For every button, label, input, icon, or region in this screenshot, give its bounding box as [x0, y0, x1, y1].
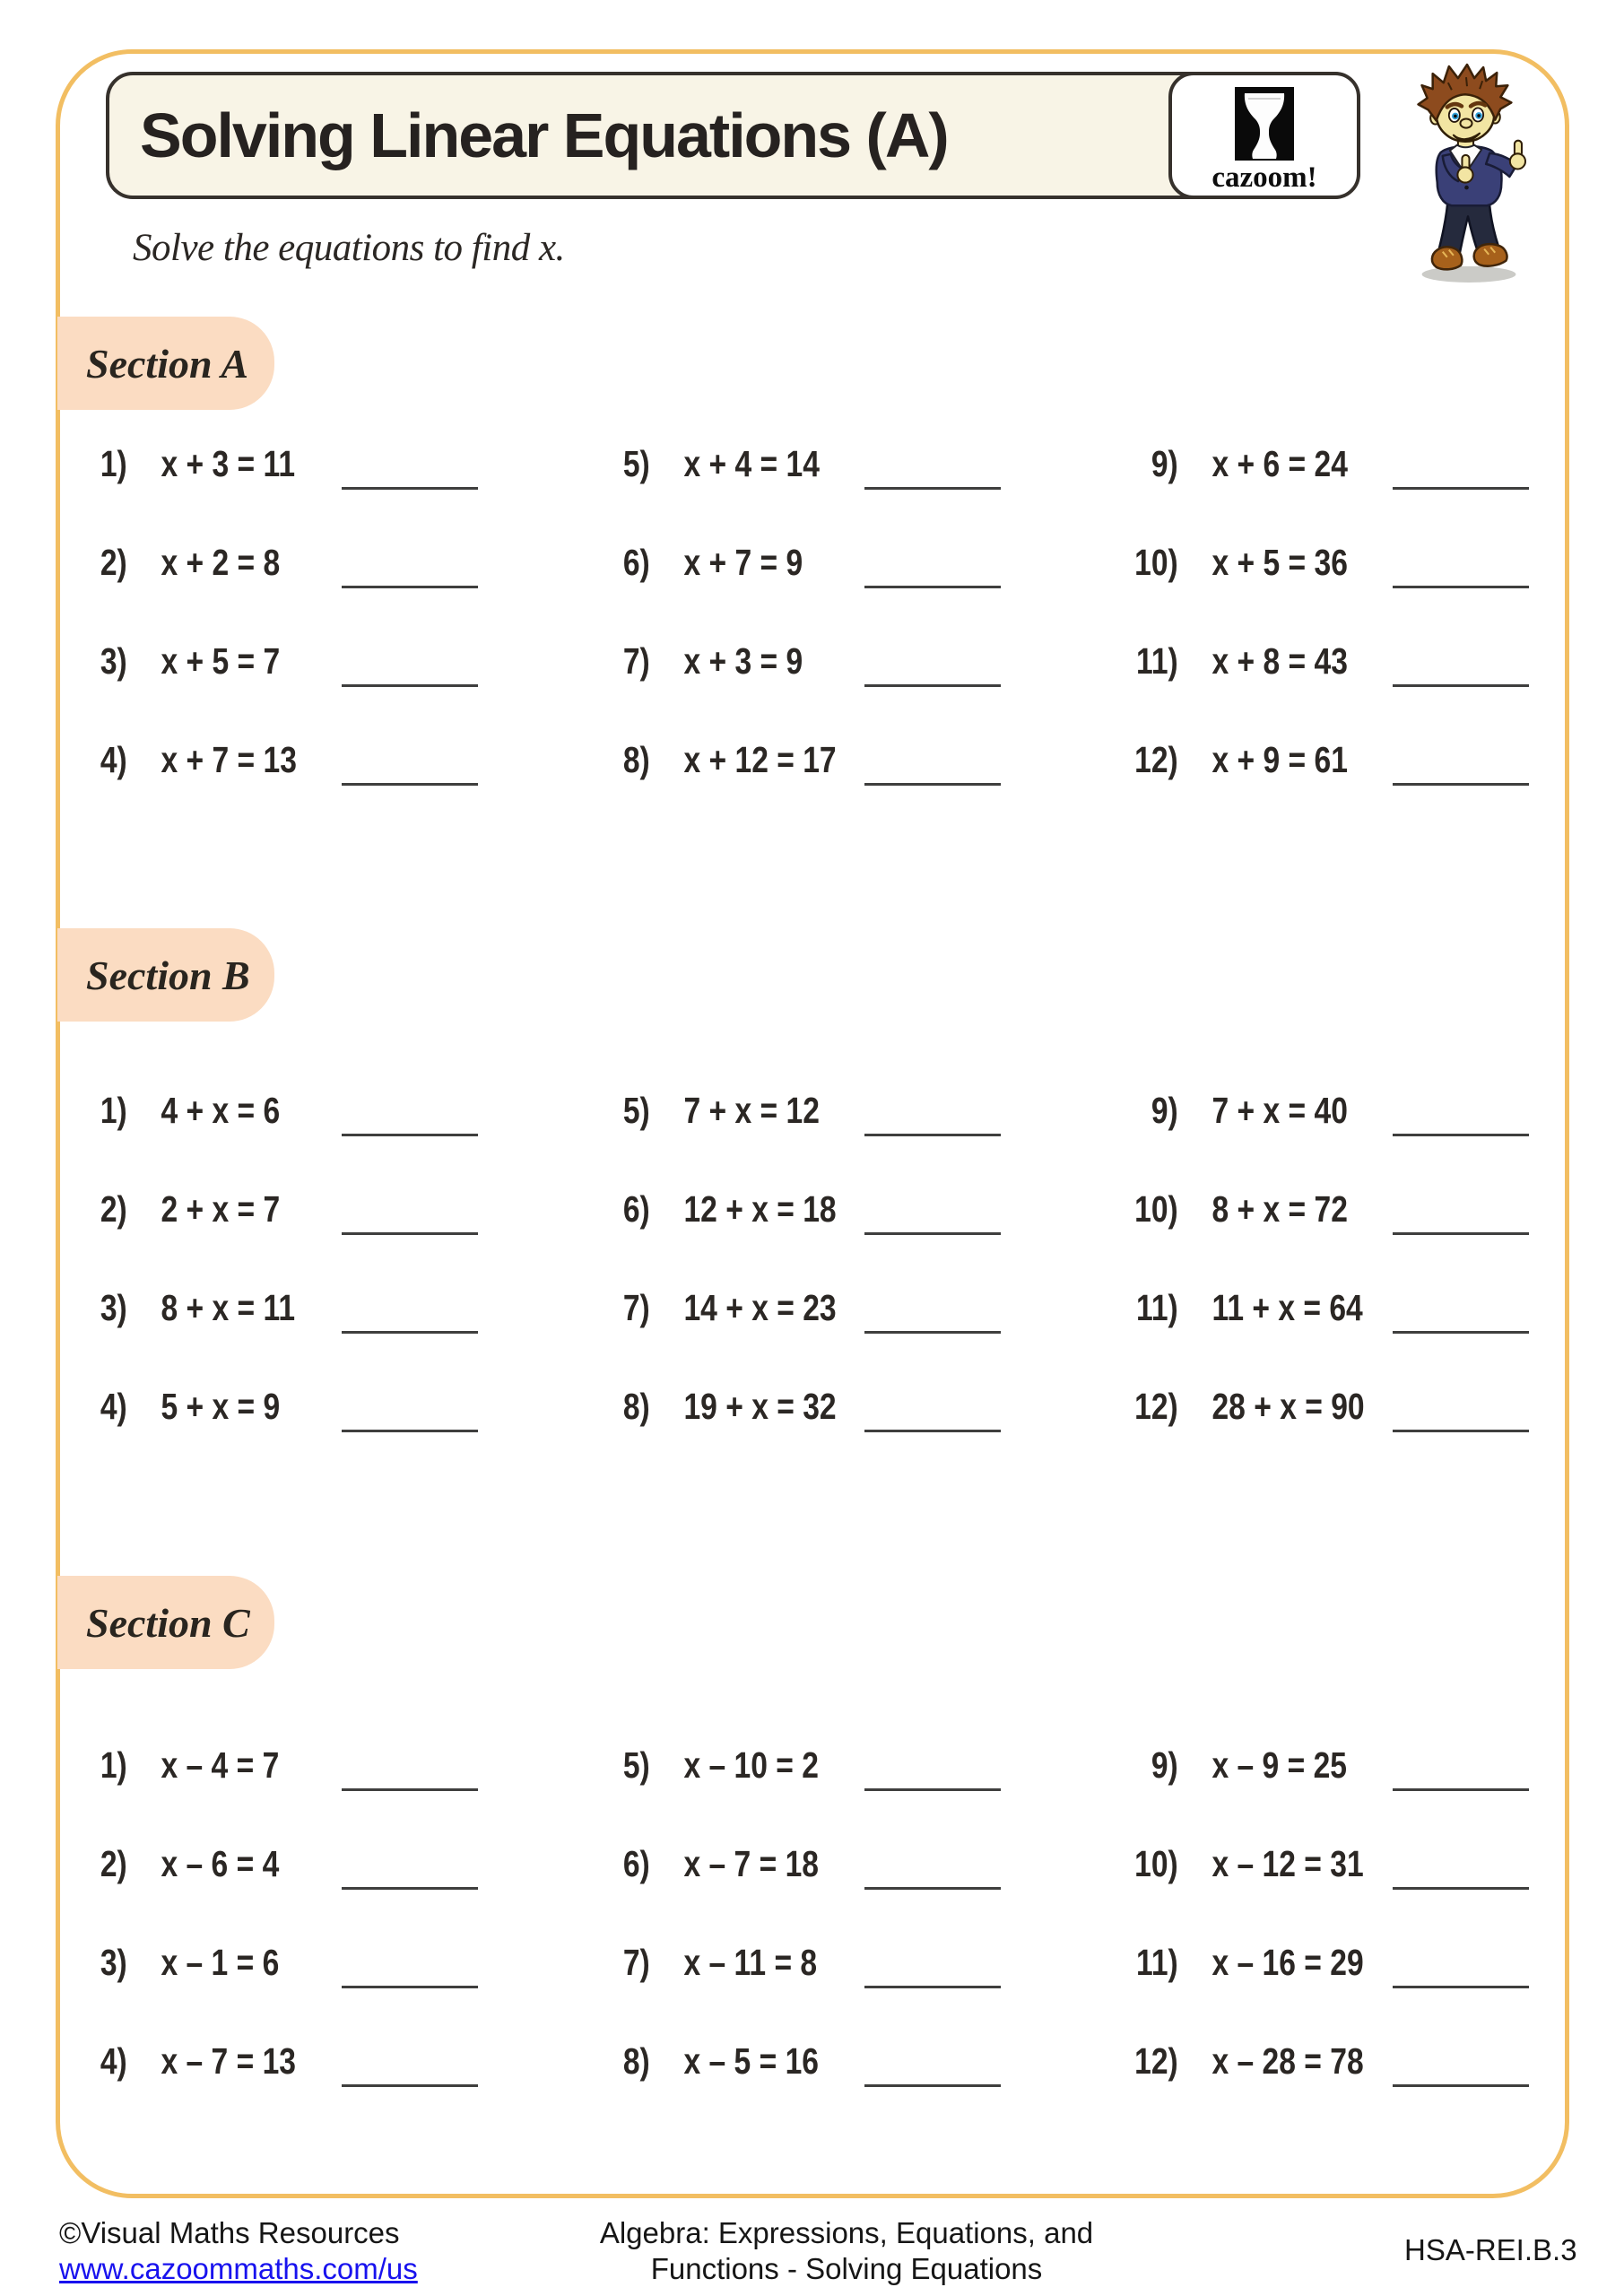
answer-line [1393, 1430, 1529, 1432]
problem-text [77, 1091, 280, 1130]
problem-text [1128, 1387, 1365, 1426]
footer-subject [443, 2215, 1250, 2287]
equation-text: 12 + x = 18 [683, 1188, 837, 1230]
problem-item [600, 628, 1128, 726]
footer-subject-line2: Functions - Solving Equations [650, 2252, 1043, 2285]
problem-number: 2) [100, 1843, 127, 1884]
answer-line [864, 783, 1001, 786]
standard-code: HSA-REI.B.3 [1404, 2233, 1577, 2266]
problem-text [600, 2041, 819, 2081]
problem-text [1128, 1844, 1364, 1883]
answer-line [864, 1887, 1001, 1890]
problem-item [600, 1176, 1128, 1274]
problem-text [1128, 1943, 1364, 1982]
equation-text: x + 5 = 36 [1211, 542, 1348, 583]
problem-text [600, 1844, 819, 1883]
equation-text: x + 5 = 7 [161, 640, 281, 682]
problem-text [77, 543, 280, 582]
problem-text [77, 1189, 280, 1229]
equation-text: x – 12 = 31 [1211, 1843, 1364, 1884]
mascot-character [1401, 63, 1537, 287]
problem-number: 5) [622, 1744, 650, 1786]
answer-line [1393, 1887, 1529, 1890]
problem-text [77, 1943, 279, 1982]
problem-text [600, 1943, 817, 1982]
equation-text: x + 7 = 13 [161, 739, 297, 780]
problem-text [1128, 444, 1348, 483]
answer-line [1393, 1788, 1529, 1791]
problem-item [1128, 1274, 1569, 1373]
section-b-problems [77, 1077, 1569, 1472]
problem-text [77, 1844, 279, 1883]
title-box [106, 72, 1360, 199]
problem-item [1128, 1373, 1569, 1472]
problem-item [77, 628, 600, 726]
problem-number: 10) [1134, 542, 1178, 583]
equation-text: x + 12 = 17 [683, 739, 837, 780]
problem-text [1128, 641, 1348, 681]
problem-number: 6) [622, 1843, 650, 1884]
equation-text: x + 9 = 61 [1211, 739, 1348, 780]
problem-item [77, 430, 600, 529]
equation-text: x – 16 = 29 [1211, 1942, 1364, 1983]
problem-number: 7) [622, 1942, 650, 1983]
problem-number: 11) [1136, 1287, 1178, 1328]
equation-text: x + 3 = 9 [683, 640, 803, 682]
answer-line [864, 1331, 1001, 1334]
equation-text: x + 3 = 11 [161, 443, 296, 484]
problem-item [600, 1831, 1128, 1929]
problem-text [600, 543, 803, 582]
equation-text: 4 + x = 6 [161, 1090, 281, 1131]
problem-text [600, 444, 820, 483]
problem-item [600, 1929, 1128, 2028]
problem-text [600, 1387, 837, 1426]
answer-line [342, 1134, 478, 1136]
problem-item [1128, 529, 1569, 628]
problem-number: 4) [100, 2040, 127, 2082]
equation-text: x – 7 = 13 [161, 2040, 296, 2082]
problem-item [77, 1732, 600, 1831]
problem-item [1128, 1831, 1569, 1929]
problem-item [1128, 1077, 1569, 1176]
answer-line [342, 783, 478, 786]
problem-item [1128, 726, 1569, 825]
problem-number: 11) [1136, 640, 1178, 682]
problem-text [77, 641, 280, 681]
answer-line [342, 1986, 478, 1988]
problem-item [600, 726, 1128, 825]
answer-line [864, 2084, 1001, 2087]
footer-left [59, 2215, 418, 2287]
problem-item [1128, 628, 1569, 726]
problem-text [600, 1745, 819, 1785]
problem-number: 2) [100, 542, 127, 583]
problem-number: 9) [1151, 1744, 1178, 1786]
problem-text [1128, 2041, 1364, 2081]
problem-item [77, 1077, 600, 1176]
problem-number: 8) [622, 1386, 650, 1427]
problem-item [1128, 1176, 1569, 1274]
answer-line [1393, 1331, 1529, 1334]
problem-number: 3) [100, 1287, 127, 1328]
answer-line [342, 586, 478, 588]
problem-number: 2) [100, 1188, 127, 1230]
equation-text: 14 + x = 23 [683, 1287, 837, 1328]
answer-line [1393, 1134, 1529, 1136]
answer-line [1393, 2084, 1529, 2087]
problem-text [77, 444, 295, 483]
problem-item [600, 1274, 1128, 1373]
problem-number: 6) [622, 1188, 650, 1230]
answer-line [864, 1430, 1001, 1432]
equation-text: x + 7 = 9 [683, 542, 803, 583]
problem-text [77, 1387, 280, 1426]
answer-line [864, 586, 1001, 588]
answer-line [864, 487, 1001, 490]
problem-number: 9) [1151, 443, 1178, 484]
problem-text [600, 1288, 837, 1327]
section-tab-b [57, 928, 274, 1022]
problem-item [77, 1929, 600, 2028]
problem-item [77, 2028, 600, 2126]
answer-line [342, 2084, 478, 2087]
section-a-problems [77, 430, 1569, 825]
problem-number: 9) [1151, 1090, 1178, 1131]
problem-text [77, 2041, 296, 2081]
problem-number: 12) [1134, 2040, 1178, 2082]
problem-number: 4) [100, 739, 127, 780]
problem-text [1128, 1091, 1348, 1130]
problem-text [600, 740, 837, 779]
equation-text: x + 2 = 8 [161, 542, 281, 583]
problem-text [77, 1745, 279, 1785]
problem-item [1128, 430, 1569, 529]
equation-text: x + 4 = 14 [683, 443, 820, 484]
answer-line [342, 1430, 478, 1432]
equation-text: x – 10 = 2 [683, 1744, 819, 1786]
problem-item [77, 1176, 600, 1274]
cazoom-logo-panel [1168, 72, 1360, 199]
problem-item [77, 1831, 600, 1929]
answer-line [342, 1331, 478, 1334]
problem-number: 5) [622, 1090, 650, 1131]
problem-text [1128, 1189, 1348, 1229]
problem-number: 3) [100, 640, 127, 682]
problem-text [1128, 1745, 1347, 1785]
problem-item [77, 1373, 600, 1472]
answer-line [1393, 684, 1529, 687]
problem-number: 7) [622, 640, 650, 682]
section-label: Section B [86, 952, 250, 998]
copyright-text: ©Visual Maths Resources [59, 2216, 400, 2249]
equation-text: 8 + x = 11 [161, 1287, 296, 1328]
problem-item [600, 430, 1128, 529]
problem-number: 10) [1134, 1188, 1178, 1230]
equation-text: x – 28 = 78 [1211, 2040, 1364, 2082]
equation-text: 11 + x = 64 [1211, 1287, 1363, 1328]
problem-number: 10) [1134, 1843, 1178, 1884]
section-label: Section A [86, 340, 249, 387]
answer-line [342, 1887, 478, 1890]
problem-number: 5) [622, 443, 650, 484]
problem-number: 12) [1134, 1386, 1178, 1427]
problem-text [600, 641, 803, 681]
answer-line [1393, 1986, 1529, 1988]
equation-text: 7 + x = 40 [1211, 1090, 1348, 1131]
footer-subject-line1: Algebra: Expressions, Equations, and [599, 2216, 1094, 2249]
problem-item [77, 1274, 600, 1373]
answer-line [864, 1232, 1001, 1235]
equation-text: 8 + x = 72 [1211, 1188, 1348, 1230]
answer-line [342, 684, 478, 687]
section-c-problems [77, 1732, 1569, 2126]
section-label: Section C [86, 1599, 250, 1646]
answer-line [342, 1788, 478, 1791]
answer-line [864, 1788, 1001, 1791]
equation-text: 28 + x = 90 [1211, 1386, 1365, 1427]
problem-text [77, 740, 297, 779]
problem-item [77, 529, 600, 628]
equation-text: 2 + x = 7 [161, 1188, 281, 1230]
problem-number: 8) [622, 739, 650, 780]
equation-text: 5 + x = 9 [161, 1386, 281, 1427]
answer-line [342, 487, 478, 490]
hourglass-drum-icon [1235, 87, 1294, 161]
problem-number: 8) [622, 2040, 650, 2082]
problem-number: 7) [622, 1287, 650, 1328]
problem-item [600, 1732, 1128, 1831]
problem-number: 1) [100, 1090, 127, 1131]
problem-text [1128, 1288, 1363, 1327]
answer-line [1393, 783, 1529, 786]
problem-number: 1) [100, 1744, 127, 1786]
equation-text: 19 + x = 32 [683, 1386, 837, 1427]
problem-item [1128, 1929, 1569, 2028]
answer-line [1393, 586, 1529, 588]
problem-text [600, 1189, 837, 1229]
problem-number: 6) [622, 542, 650, 583]
problem-item [600, 529, 1128, 628]
answer-line [1393, 487, 1529, 490]
worksheet-title: Solving Linear Equations (A) [140, 100, 948, 170]
problem-number: 3) [100, 1942, 127, 1983]
problem-item [1128, 1732, 1569, 1831]
section-tab-a [57, 317, 274, 410]
answer-line [1393, 1232, 1529, 1235]
problem-number: 12) [1134, 739, 1178, 780]
problem-number: 11) [1136, 1942, 1178, 1983]
website-link[interactable]: www.cazoommaths.com/us [59, 2252, 418, 2285]
problem-text [1128, 740, 1348, 779]
problem-item [1128, 2028, 1569, 2126]
answer-line [342, 1232, 478, 1235]
equation-text: x + 6 = 24 [1211, 443, 1348, 484]
problem-text [77, 1288, 295, 1327]
problem-item [600, 1373, 1128, 1472]
equation-text: x – 9 = 25 [1211, 1744, 1347, 1786]
equation-text: x – 7 = 18 [683, 1843, 819, 1884]
instruction-text: Solve the equations to find x. [133, 227, 565, 269]
logo-wordmark: cazoom! [1211, 161, 1317, 194]
equation-text: x – 11 = 8 [683, 1942, 818, 1983]
answer-line [864, 1134, 1001, 1136]
equation-text: x + 8 = 43 [1211, 640, 1348, 682]
problem-number: 4) [100, 1386, 127, 1427]
equation-text: x – 6 = 4 [161, 1843, 280, 1884]
section-tab-c [57, 1576, 274, 1669]
problem-text [1128, 543, 1348, 582]
equation-text: 7 + x = 12 [683, 1090, 820, 1131]
equation-text: x – 5 = 16 [683, 2040, 819, 2082]
answer-line [864, 684, 1001, 687]
problem-item [77, 726, 600, 825]
problem-item [600, 1077, 1128, 1176]
problem-text [600, 1091, 820, 1130]
problem-number: 1) [100, 443, 127, 484]
equation-text: x – 4 = 7 [161, 1744, 280, 1786]
equation-text: x – 1 = 6 [161, 1942, 280, 1983]
answer-line [864, 1986, 1001, 1988]
problem-item [600, 2028, 1128, 2126]
